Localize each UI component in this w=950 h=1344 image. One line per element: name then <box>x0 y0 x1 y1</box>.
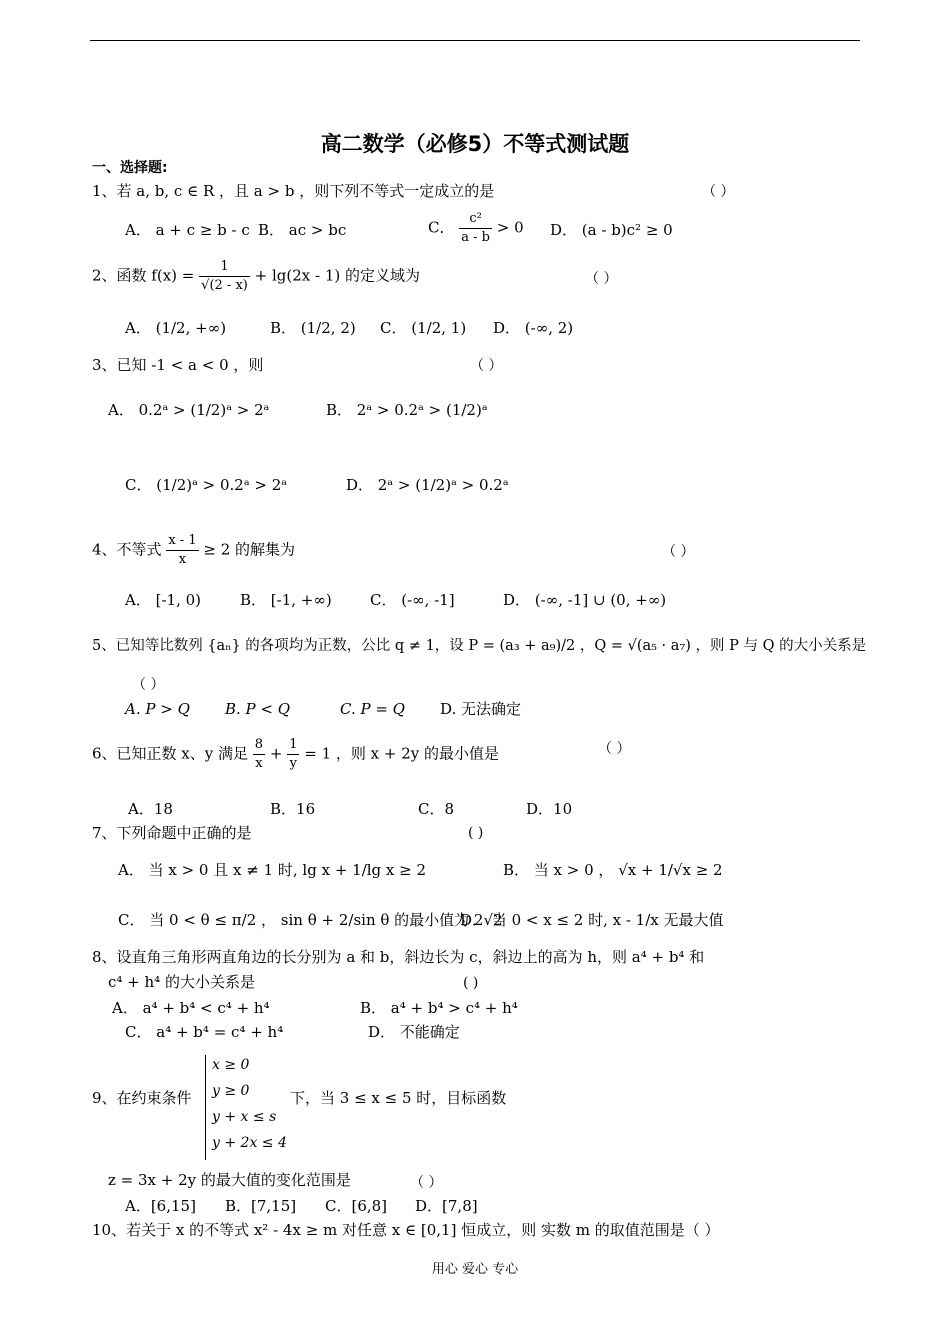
q2-stem-pre: 2、函数 f(x) = <box>92 266 195 285</box>
page-footer: 用心 爱心 专心 <box>431 1262 519 1277</box>
q5-stem: 5、已知等比数列 {aₙ} 的各项均为正数，公比 q ≠ 1，设 P = (a₃ + a₉)/2 ，Q = √(a₅ · a₇) ，则 P 与 Q 的大小关系是 <box>92 638 867 654</box>
q1-c-denominator: a - b <box>461 230 490 245</box>
q2-option-d: D． (-∞, 2) <box>493 319 574 337</box>
q9-option-a: A．[6,15] <box>125 1197 196 1215</box>
q5-option-d: D. 无法确定 <box>440 700 522 718</box>
q3-answer-paren: （ ） <box>470 358 503 374</box>
q5-option-c: C. P = Q <box>340 700 405 718</box>
q9-stem-line2: z = 3x + 2y 的最大值的变化范围是 <box>108 1171 351 1189</box>
q3-option-c: C． (1/2)ᵃ > 0.2ᵃ > 2ᵃ <box>125 476 288 494</box>
q8-stem-line1: 8、设直角三角形两直角边的长分别为 a 和 b，斜边长为 c，斜边上的高为 h，则 a⁴ + b⁴ 和 <box>92 948 705 966</box>
q8-option-d: D． 不能确定 <box>368 1023 460 1041</box>
q2-option-c: C． (1/2, 1) <box>380 319 467 337</box>
q2-numerator: 1 <box>199 258 250 277</box>
q1-option-c-label: C． <box>428 218 455 237</box>
q9-constraint-3: y + x ≤ s <box>212 1109 277 1125</box>
q5-answer-paren: （ ） <box>132 677 165 693</box>
q6-stem-pre: 6、已知正数 x、y 满足 <box>92 744 249 763</box>
q4-option-d: D． (-∞, -1] ∪ (0, +∞) <box>503 591 667 609</box>
q4-option-a: A． [-1, 0) <box>125 591 201 609</box>
q1-option-d: D． (a - b)c² ≥ 0 <box>550 221 673 239</box>
q7-option-b: B． 当 x > 0 ， √x + 1/√x ≥ 2 <box>503 861 723 879</box>
q5-option-a: A. P > Q <box>125 700 190 718</box>
q1-option-c <box>428 210 524 247</box>
page-title: 高二数学（必修5）不等式测试题 <box>320 132 630 156</box>
q6-f2-denominator: y <box>289 756 297 771</box>
q9-constraint-2: y ≥ 0 <box>212 1083 250 1099</box>
q7-stem: 7、下列命题中正确的是 <box>92 824 252 842</box>
q9-constraint-brace <box>205 1055 212 1160</box>
q9-option-c: C．[6,8] <box>325 1197 388 1215</box>
q8-option-c: C． a⁴ + b⁴ = c⁴ + h⁴ <box>125 1023 284 1041</box>
q4-stem-pre: 4、不等式 <box>92 540 162 559</box>
q3-option-a: A． 0.2ᵃ > (1/2)ᵃ > 2ᵃ <box>108 401 270 419</box>
q1-option-c-tail: > 0 <box>496 218 524 237</box>
q2-answer-paren: （ ） <box>585 271 618 287</box>
q6-f2-numerator: 1 <box>287 736 299 755</box>
q6-option-d: D．10 <box>526 800 573 818</box>
q8-option-a: A． a⁴ + b⁴ < c⁴ + h⁴ <box>112 999 270 1017</box>
q4-denominator: x <box>178 552 187 567</box>
q2-option-b: B． (1/2, 2) <box>270 319 356 337</box>
q2-denominator: √(2 - x) <box>201 278 248 293</box>
q7-answer-paren: ( ) <box>468 825 484 841</box>
q6-stem: 6、已知正数 x、y 满足 $\frac{8}{x}$ + $\frac{1}{y}$ = 1 ，则 x + 2y 的最小值是 <box>92 737 500 771</box>
q4-numerator: x - 1 <box>166 532 198 551</box>
q1-c-numerator: c² <box>459 210 492 229</box>
q2-stem <box>92 258 420 295</box>
q4-stem-post: ≥ 2 的解集为 <box>203 540 296 559</box>
q7-option-c: C． 当 0 < θ ≤ π/2 ， sin θ + 2/sin θ 的最小值为 2√2 <box>118 911 503 929</box>
q7-option-d: D． 当 0 < x ≤ 2 时, x - 1/x 无最大值 <box>460 911 724 929</box>
q1-option-c-fraction <box>459 210 492 247</box>
q6-fraction-2 <box>287 736 299 773</box>
q6-answer-paren: （ ） <box>598 741 631 757</box>
q2-option-a: A． (1/2, +∞) <box>125 319 227 337</box>
q4-option-b: B． [-1, +∞) <box>240 591 332 609</box>
q6-option-b: B．16 <box>270 800 316 818</box>
header-rule <box>90 40 860 41</box>
q6-option-c: C．8 <box>418 800 455 818</box>
q3-stem: 3、已知 -1 < a < 0 ，则 <box>92 356 264 374</box>
q6-option-a: A．18 <box>128 800 173 818</box>
q2-stem-post: + lg(2x - 1) 的定义域为 <box>254 266 420 285</box>
q9-constraint-4: y + 2x ≤ 4 <box>212 1135 287 1151</box>
q9-option-b: B．[7,15] <box>225 1197 297 1215</box>
q5-option-b: B. P < Q <box>225 700 291 718</box>
q6-fraction-1 <box>253 736 265 773</box>
q10-stem: 10、若关于 x 的不等式 x² - 4x ≥ m 对任意 x ∈ [0,1] 恒成立，则 实数 m 的取值范围是（ ） <box>92 1221 720 1239</box>
q4-answer-paren: （ ） <box>662 544 695 560</box>
q9-option-d: D．[7,8] <box>415 1197 478 1215</box>
q9-stem-pre: 9、在约束条件 <box>92 1089 192 1107</box>
q6-f1-denominator: x <box>255 756 263 771</box>
q1-stem: 1、若 a, b, c ∈ R ，且 a > b ，则下列不等式一定成立的是 <box>92 182 495 200</box>
q8-stem-line2: c⁴ + h⁴ 的大小关系是 <box>108 973 255 991</box>
q1-option-b: B． ac > bc <box>258 221 347 239</box>
q3-option-d: D． 2ᵃ > (1/2)ᵃ > 0.2ᵃ <box>346 476 509 494</box>
q3-option-b: B． 2ᵃ > 0.2ᵃ > (1/2)ᵃ <box>326 401 488 419</box>
q9-constraint-1: x ≥ 0 <box>212 1057 250 1073</box>
q8-answer-paren: ( ) <box>463 975 479 991</box>
q2-fraction <box>199 258 250 295</box>
q4-stem <box>92 532 295 569</box>
q8-option-b: B． a⁴ + b⁴ > c⁴ + h⁴ <box>360 999 518 1017</box>
section-heading: 一、选择题: <box>92 160 168 176</box>
q9-answer-paren: （ ） <box>410 1175 443 1191</box>
q6-f1-numerator: 8 <box>253 736 265 755</box>
q9-stem-mid: 下，当 3 ≤ x ≤ 5 时，目标函数 <box>290 1089 507 1107</box>
q6-stem-post: = 1 ，则 x + 2y 的最小值是 <box>304 744 500 763</box>
q1-option-a: A． a + c ≥ b - c <box>125 221 250 239</box>
q4-fraction <box>166 532 198 569</box>
q7-option-a: A． 当 x > 0 且 x ≠ 1 时, lg x + 1/lg x ≥ 2 <box>118 861 427 879</box>
q1-answer-paren: （ ） <box>702 184 735 200</box>
q4-option-c: C． (-∞, -1] <box>370 591 455 609</box>
